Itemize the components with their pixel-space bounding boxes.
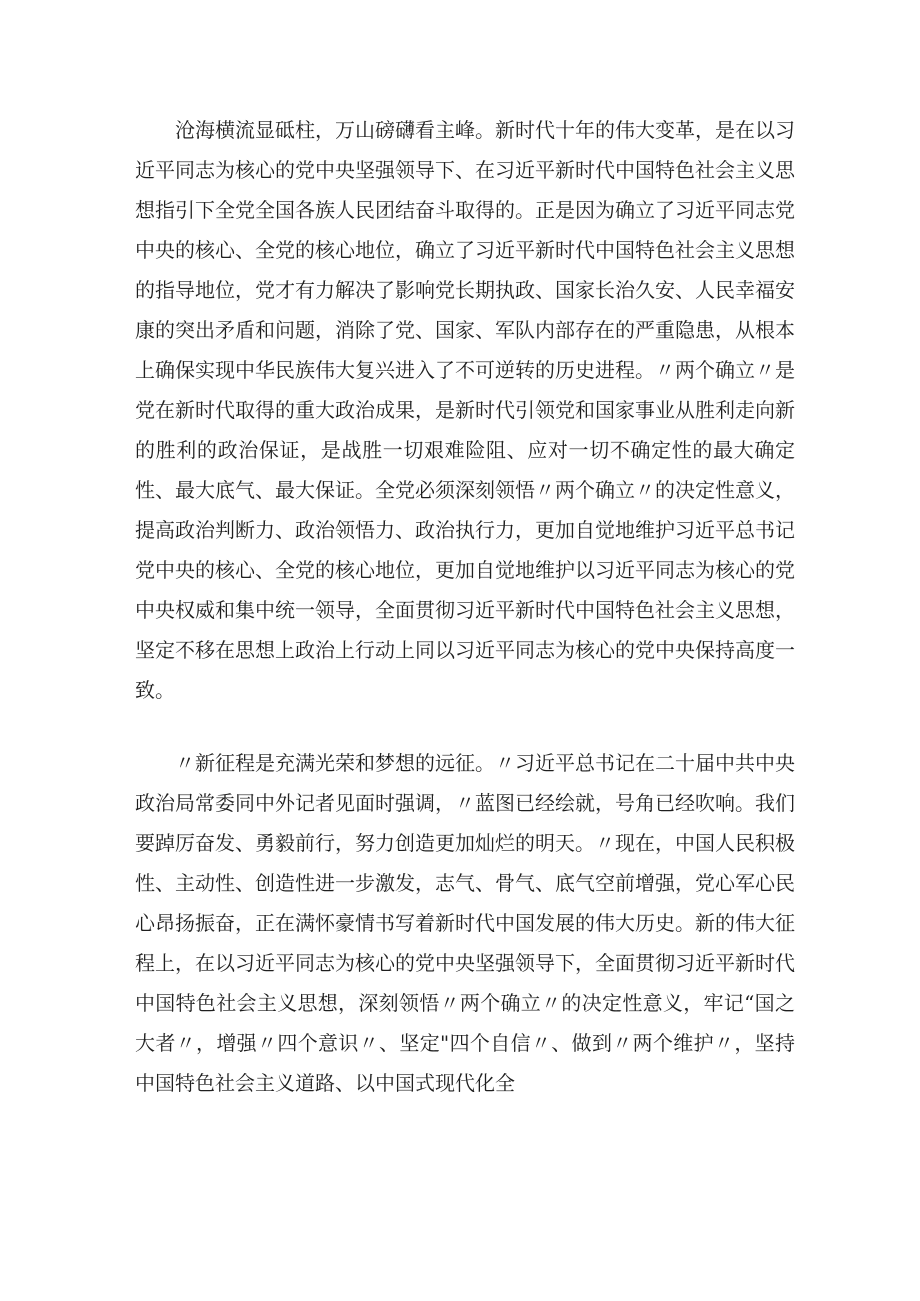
paragraph-1: 沧海横流显砥柱，万山磅礴看主峰。新时代十年的伟大变革，是在以习近平同志为核心的党中央坚强领导下、在习近平新时代中国特色社会主义思想指引下全党全国各族人民团结奋斗取得的。正是因为确立了习近平同志党中央的核心、全党的核心地位，确立了习近平新时代中国特色社会主义思想的指导地位，党才有力解决了影响党长期执政、国家长治久安、人民幸福安康的突出矛盾和问题，消除了党、国家、军队内部存在的严重隐患，从根本上确保实现中华民族伟大复兴进入了不可逆转的历史进程。〃两个确立〃是党在新时代取得的重大政治成果，是新时代引领党和国家事业从胜利走向新的胜利的政治保证，是战胜一切艰难险阻、应对一切不确定性的最大确定性、最大底气、最大保证。全党必须深刻领悟〃两个确立〃的决定性意义，提高政治判断力、政治领悟力、政治执行力，更加自觉地维护习近平总书记党中央的核心、全党的核心地位，更加自觉地维护以习近平同志为核心的党中央权威和集中统一领导，全面贯彻习近平新时代中国特色社会主义思想，坚定不移在思想上政治上行动上同以习近平同志为核心的党中央保持高度一致。 (135, 118, 795, 702)
document-body (135, 110, 795, 1103)
paragraph-2: 〃新征程是充满光荣和梦想的远征。〃习近平总书记在二十届中共中央政治局常委同中外记者见面时强调，〃蓝图已经绘就，号角已经吹响。我们要踔厉奋发、勇毅前行，努力创造更加灿烂的明天。〃现在，中国人民积极性、主动性、创造性进一步激发，志气、骨气、底气空前增强，党心军心民心昂扬振奋，正在满怀豪情书写着新时代中国发展的伟大历史。新的伟大征程上，在以习近平同志为核心的党中央坚强领导下，全面贯彻习近平新时代中国特色社会主义思想，深刻领悟〃两个确立〃的决定性意义，牢记“国之大者〃，增强〃四个意识〃、坚定"四个自信〃、做到〃两个维护〃，坚持中国特色社会主义道路、以中国式现代化全 (135, 751, 795, 1095)
